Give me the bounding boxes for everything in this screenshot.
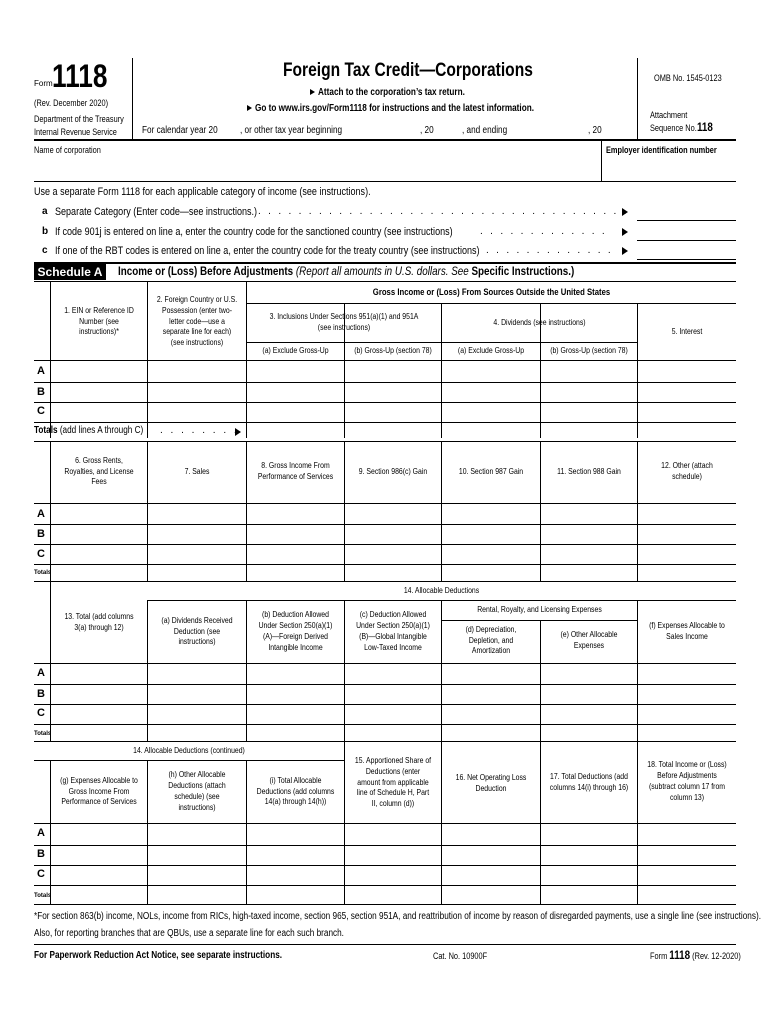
- col15-header: 15. Apportioned Share of Deductions (enter amount from applicable line of Schedule H, Part II, column (d)): [354, 756, 432, 809]
- goto-note: Go to www.irs.gov/Form1118 for instructions and the latest information.: [255, 103, 534, 114]
- row-label: B: [37, 386, 45, 398]
- arrow-right-icon: [310, 89, 315, 95]
- col14c-header: (c) Deduction Allowed Under Section 250(a)(1)(B)—Global Intangible Low-Taxed Income: [356, 610, 430, 652]
- col7-header: 7. Sales: [184, 466, 210, 476]
- col4b-header: (b) Gross-Up (section 78): [550, 345, 628, 355]
- tax-year-ending-yy-field[interactable]: [608, 123, 632, 137]
- footnote-2: Also, for reporting branches that are QBUs, use a separate line for each such branch.: [34, 928, 344, 939]
- footer-form-label: Form 1118 (Rev. 12-2020): [650, 948, 741, 962]
- col2-header: 2. Foreign Country or U.S. Possession (enter two-letter code—use a separate line for each) (see instructions): [156, 295, 238, 348]
- col11-header: 11. Section 988 Gain: [557, 466, 621, 476]
- totals-label: Totals (add lines A through C): [34, 425, 144, 436]
- tax-year-beginning-field[interactable]: [345, 123, 415, 137]
- totals-dots: . . . . . . . .: [160, 425, 240, 436]
- and-ending-label: , and ending: [462, 125, 508, 136]
- ein-field[interactable]: [606, 160, 734, 178]
- department: Department of the Treasury: [34, 114, 124, 124]
- row-label: C: [37, 405, 45, 417]
- col5-header: 5. Interest: [671, 326, 703, 336]
- col3a-header: (a) Exclude Gross-Up: [262, 345, 329, 355]
- attachment-label: Attachment: [650, 110, 688, 120]
- arrow-right-icon: [622, 208, 628, 216]
- attach-note: Attach to the corporation’s tax return.: [318, 87, 465, 98]
- line-c-dots: . . . . . . . . . . . . .: [486, 245, 613, 256]
- line-c-text: If one of the RBT codes is entered on line a, enter the country code for the treaty country (see instructions): [55, 245, 480, 257]
- col9-header: 9. Section 986(c) Gain: [358, 466, 428, 476]
- line-a-letter: a: [42, 206, 48, 217]
- tax-year-ending-field[interactable]: [515, 123, 585, 137]
- row-label: C: [37, 868, 45, 880]
- sequence-number: 118: [697, 120, 713, 134]
- category-intro: Use a separate Form 1118 for each applicable category of income (see instructions).: [34, 186, 371, 198]
- form-word: Form: [34, 79, 53, 88]
- row-label: A: [37, 508, 45, 520]
- treaty-country-field[interactable]: [637, 243, 736, 260]
- col10-header: 10. Section 987 Gain: [458, 466, 524, 476]
- irs-label: Internal Revenue Service: [34, 127, 117, 137]
- line-b-letter: b: [42, 226, 49, 237]
- name-of-corporation-label: Name of corporation: [34, 145, 101, 155]
- col14f-header: (f) Expenses Allocable to Sales Income: [649, 621, 725, 641]
- col12-header: 12. Other (attach schedule): [661, 461, 713, 481]
- row-label: A: [37, 667, 45, 679]
- calendar-year-field[interactable]: [222, 123, 236, 137]
- schedule-a-tag: Schedule A: [34, 263, 106, 280]
- arrow-right-icon: [622, 247, 628, 255]
- row-label: B: [37, 688, 45, 700]
- comma-20-a: , 20: [420, 125, 434, 136]
- sanctioned-country-field[interactable]: [637, 224, 736, 241]
- footnote-1: *For section 863(b) income, NOLs, income from RICs, high-taxed income, section 965, section 951A, and reattribution of income by reason of disregarded payments, use a single line (see instructions).: [34, 911, 761, 922]
- totals-label: Totals: [34, 570, 52, 576]
- rental-expenses-header: Rental, Royalty, and Licensing Expenses: [477, 605, 602, 615]
- col14d-header: (d) Depreciation, Depletion, and Amortization: [465, 624, 517, 656]
- col14b-header: (b) Deduction Allowed Under Section 250(a)(1)(A)—Foreign Derived Intangible Income: [258, 610, 333, 652]
- col4a-header: (a) Exclude Gross-Up: [457, 345, 525, 355]
- col16-header: 16. Net Operating Loss Deduction: [455, 773, 527, 793]
- corporation-name-field[interactable]: [34, 160, 594, 178]
- arrow-right-icon: [622, 228, 628, 236]
- arrow-right-icon: [247, 105, 252, 111]
- line-b-dots: . . . . . . . . . . . . .: [480, 226, 607, 237]
- row-label: A: [37, 365, 45, 377]
- alloc-deductions-header: 14. Allocable Deductions: [403, 585, 480, 595]
- row-label: C: [37, 707, 45, 719]
- col18-header: 18. Total Income or (Loss) Before Adjustments (subtract column 17 from column 13): [647, 760, 727, 802]
- alloc-deductions-cont-header: 14. Allocable Deductions (continued): [133, 745, 245, 755]
- row-label: C: [37, 548, 45, 560]
- sequence-label: Sequence No.: [650, 123, 697, 133]
- col14h-header: (h) Other Allocable Deductions (attach schedule) (see instructions): [168, 770, 226, 812]
- line-a-text: Separate Category (Enter code—see instructions.): [55, 206, 258, 218]
- form-title: Foreign Tax Credit—Corporations: [283, 60, 533, 81]
- tax-year-beginning-yy-field[interactable]: [440, 123, 458, 137]
- comma-20-b: , 20: [588, 125, 602, 136]
- col3b-header: (b) Gross-Up (section 78): [354, 345, 432, 355]
- line-b-text: If code 901j is entered on line a, enter the country code for the sanctioned country (see instructions): [55, 226, 453, 238]
- line-c-letter: c: [42, 245, 48, 256]
- gross-income-header: Gross Income or (Loss) From Sources Outside the United States: [372, 286, 611, 297]
- totals-label: Totals: [34, 893, 52, 899]
- separate-category-field[interactable]: [637, 204, 736, 221]
- col14g-header: (g) Expenses Allocable to Gross Income From Performance of Services: [60, 775, 138, 807]
- ein-label: Employer identification number: [606, 145, 717, 155]
- col14a-header: (a) Dividends Received Deduction (see instructions): [161, 615, 233, 647]
- row-label: A: [37, 827, 45, 839]
- form-number: 1118: [52, 58, 108, 94]
- omb-number: OMB No. 1545-0123: [654, 73, 722, 83]
- row-label: B: [37, 848, 45, 860]
- col3-header: 3. Inclusions Under Sections 951(a)(1) and 951A (see instructions): [269, 312, 419, 332]
- col14e-header: (e) Other Allocable Expenses: [560, 630, 618, 650]
- calendar-year-label: For calendar year 20: [142, 125, 218, 136]
- col14i-header: (i) Total Allocable Deductions (add columns 14(a) through 14(h)): [256, 775, 335, 807]
- line-a-dots: . . . . . . . . . . . . . . . . . . . . . . . . . . . . . . . . . . . . .: [258, 206, 629, 217]
- col17-header: 17. Total Deductions (add columns 14(i) through 16): [549, 772, 629, 792]
- col1-header: 1. EIN or Reference ID Number (see instructions)*: [64, 305, 134, 337]
- arrow-right-icon: [235, 428, 241, 436]
- schedule-a-title: Income or (Loss) Before Adjustments (Report all amounts in U.S. dollars. See Specific Instructions.): [118, 264, 575, 278]
- other-tax-year-label: , or other tax year beginning: [240, 125, 343, 136]
- form-revision: (Rev. December 2020): [34, 98, 109, 108]
- totals-label: Totals: [34, 731, 52, 737]
- paperwork-notice: For Paperwork Reduction Act Notice, see separate instructions.: [34, 950, 283, 961]
- row-label: B: [37, 528, 45, 540]
- col13-header: 13. Total (add columns 3(a) through 12): [64, 612, 134, 632]
- col4-header: 4. Dividends (see instructions): [493, 317, 586, 327]
- catalog-number: Cat. No. 10900F: [433, 951, 488, 961]
- col6-header: 6. Gross Rents, Royalties, and License Fees: [64, 455, 134, 487]
- col8-header: 8. Gross Income From Performance of Services: [257, 461, 334, 481]
